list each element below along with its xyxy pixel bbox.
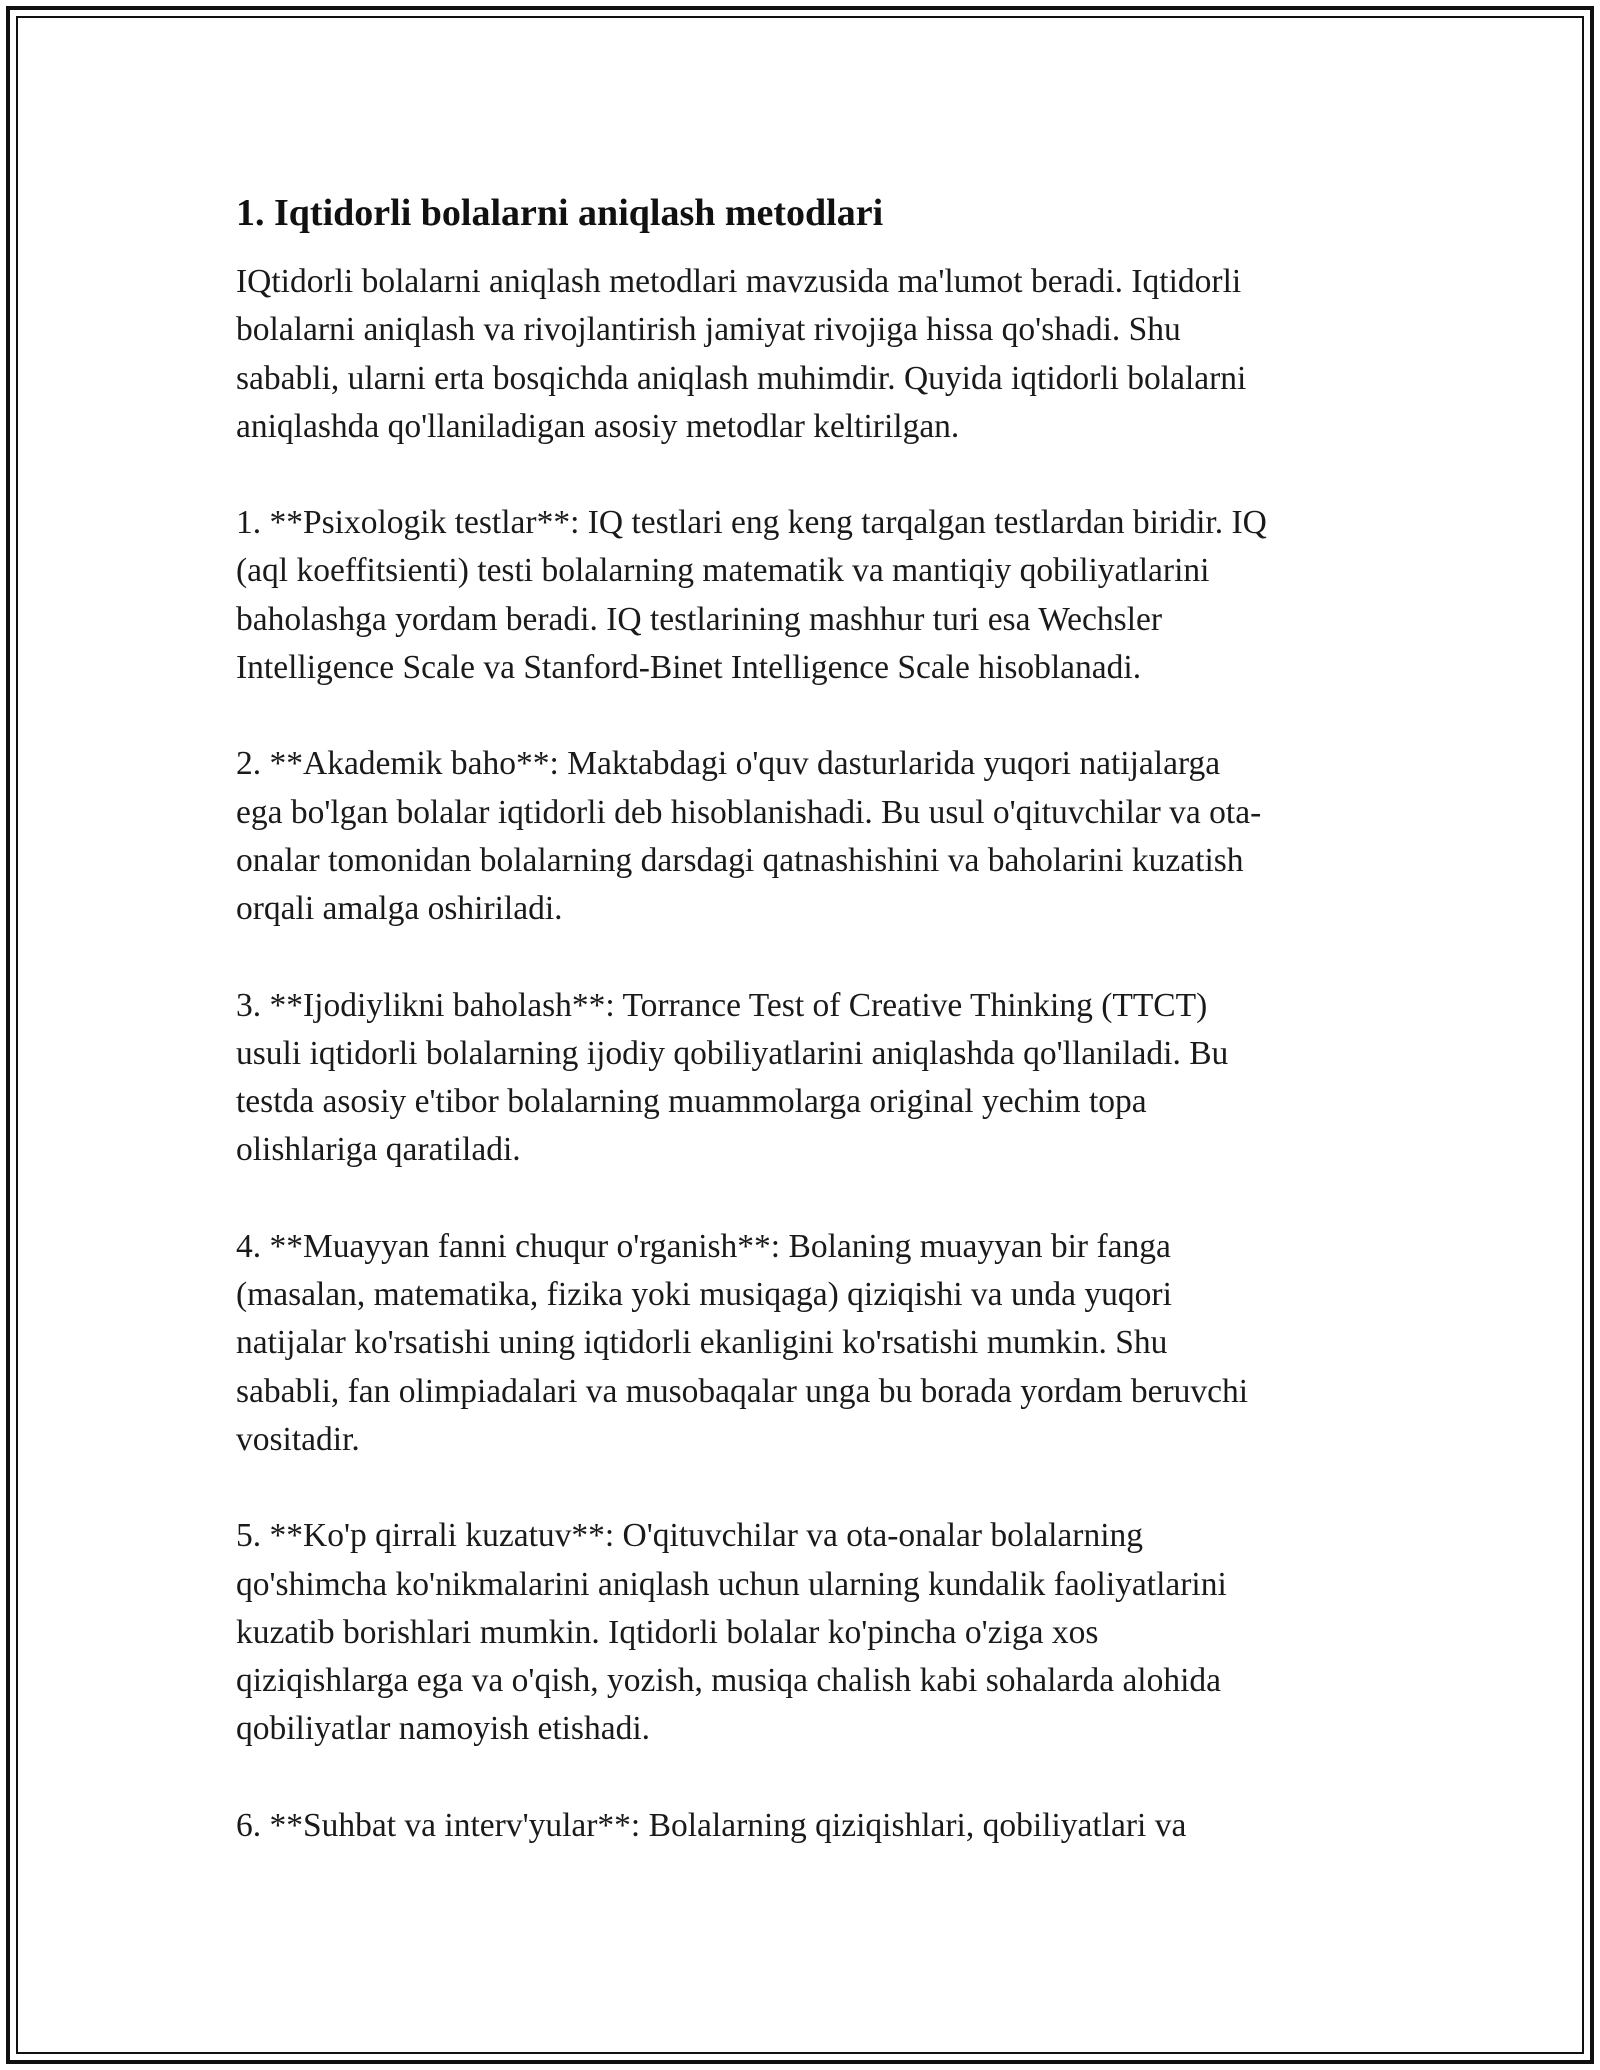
document-body: [236, 186, 1376, 1898]
method-item-ijodiylikni-baholash: 3. **Ijodiylikni baholash**: Torrance Test of Creative Thinking (TTCT) usuli iqtidorli bolalarning ijodiy qobiliyatlarini aniqlashda qo'llaniladi. Bu testda asosiy e'tibor bolalarning muammolarga original yechim topa olishlariga qaratiladi.: [236, 986, 1229, 1169]
intro-paragraph: IQtidorli bolalarni aniqlash metodlari mavzusida ma'lumot beradi. Iqtidorli bolalarni aniqlash va rivojlantirish jamiyat rivojiga hissa qo'shadi. Shu sababli, ularni erta bosqichda aniqlash muhimdir. Quyida iqtidorli bolalarni aniqlashda qo'llaniladigan asosiy metodlar keltirilgan.: [236, 263, 1247, 445]
method-item-akademik-baho: 2. **Akademik baho**: Maktabdagi o'quv dasturlarida yuqori natijalarga ega bo'lgan bolalar iqtidorli deb hisoblanishadi. Bu usul o'qituvchilar va ota- onalar tomonidan bolalarning darsdagi qatnashishini va baholarini kuzatish orqali amalga oshiriladi.: [236, 745, 1262, 928]
method-item-kop-qirrali-kuzatuv: 5. **Ko'p qirrali kuzatuv**: O'qituvchilar va ota-onalar bolalarning qo'shimcha ko'nikmalarini aniqlash uchun ularning kundalik faoliyatlarini kuzatib borishlari mumkin. Iqtidorli bolalar ko'pincha o'ziga xos qiziqishlarga ega va o'qish, yozish, musiqa chalish kabi sohalarda alohida qobiliyatlar namoyish etishadi.: [236, 1517, 1227, 1748]
method-item-psixologik-testlar: 1. **Psixologik testlar**: IQ testlari eng keng tarqalgan testlardan biridir. IQ (aql koeffitsienti) testi bolalarning matematik va mantiqiy qobiliyatlarini baholashga yordam beradi. IQ testlarining mashhur turi esa Wechsler Intelligence Scale va Stanford-Binet Intelligence Scale hisoblanadi.: [236, 504, 1267, 687]
document-title: 1. Iqtidorli bolalarni aniqlash metodlari: [236, 192, 884, 234]
method-item-suhbat-va-intervyular: 6. **Suhbat va interv'yular**: Bolalarning qiziqishlari, qobiliyatlari va: [236, 1806, 1187, 1844]
method-item-muayyan-fanni-organish: 4. **Muayyan fanni chuqur o'rganish**: Bolaning muayyan bir fanga (masalan, matematika, fizika yoki musiqaga) qiziqishi va unda yuqori natijalar ko'rsatishi uning iqtidorli ekanligini ko'rsatishi mumkin. Shu sababli, fan olimpiadalari va musobaqalar unga bu borada yordam beruvchi vositadir.: [236, 1227, 1249, 1458]
